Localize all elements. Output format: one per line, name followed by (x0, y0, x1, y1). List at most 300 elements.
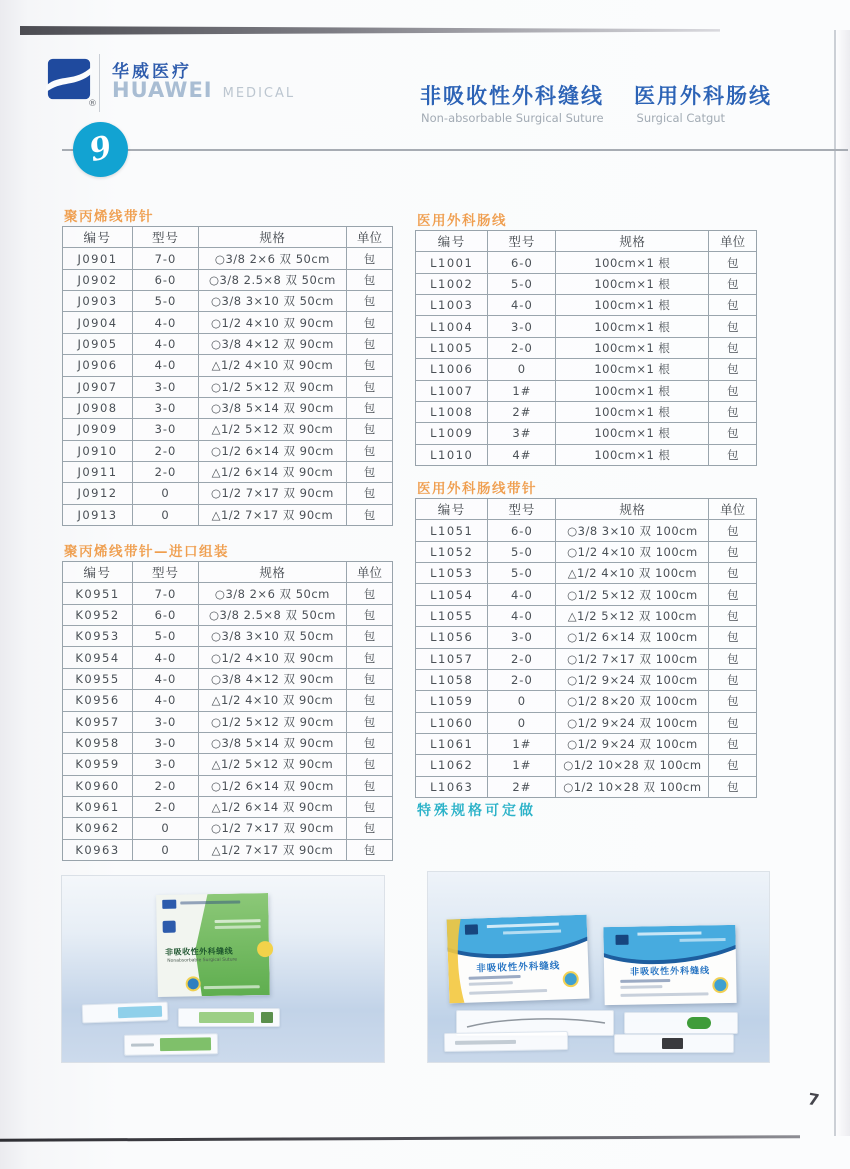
cell-unit: 包 (708, 713, 756, 733)
cell-spec: ○3/8 4×12 双 90cm (198, 669, 346, 689)
cell-spec: △1/2 5×12 双 90cm (198, 419, 346, 439)
cell-code: K0960 (75, 778, 120, 793)
table-row (63, 817, 392, 838)
table-row (63, 247, 392, 268)
cell-unit: 包 (346, 712, 392, 732)
cell-unit: 包 (346, 583, 392, 603)
table-row (416, 358, 756, 379)
table-row (63, 582, 392, 603)
header-divider (99, 54, 100, 112)
column-header: 编号 (83, 230, 112, 246)
box-round-badge-icon (186, 976, 201, 991)
cell-spec: △1/2 6×14 双 90cm (198, 797, 346, 817)
cell-code: L1003 (430, 298, 474, 313)
table-row (416, 519, 756, 540)
cell-model: 4-0 (487, 606, 555, 626)
cell-unit: 包 (708, 520, 756, 540)
cell-model: 4-0 (132, 647, 198, 667)
cell-spec: 100cm×1 根 (555, 359, 708, 379)
table-row (416, 541, 756, 562)
cell-spec: ○1/2 6×14 双 90cm (198, 776, 346, 796)
cell-model: 3-0 (132, 754, 198, 774)
box-label: 非吸收性外科缝线 (165, 946, 234, 957)
cell-model: 2# (487, 777, 555, 797)
cell-code: L1007 (430, 383, 474, 398)
cell-unit: 包 (346, 818, 392, 838)
table-row (63, 604, 392, 625)
cell-unit: 包 (708, 755, 756, 775)
cell-model: 1# (487, 755, 555, 775)
column-header: 单位 (708, 231, 756, 251)
column-header: 规格 (198, 227, 346, 247)
cell-unit: 包 (708, 563, 756, 583)
cell-code: L1005 (430, 340, 474, 355)
table-row (63, 482, 392, 503)
cell-code: L1056 (430, 630, 474, 645)
cell-model: 4-0 (132, 669, 198, 689)
product-box-blue-1 (447, 915, 590, 1004)
cell-unit: 包 (346, 690, 392, 710)
cell-unit: 包 (346, 605, 392, 625)
page-title-right: 医用外科肠线 (634, 84, 772, 108)
cell-unit: 包 (708, 338, 756, 358)
cell-unit: 包 (346, 270, 392, 290)
table-row (63, 461, 392, 482)
page-number: 9 (85, 128, 116, 170)
cell-model: 2-0 (132, 441, 198, 461)
cell-unit: 包 (708, 274, 756, 294)
table-row (416, 583, 756, 604)
product-photo-right (428, 872, 769, 1062)
cell-spec: 100cm×1 根 (555, 402, 708, 422)
table-row (416, 605, 756, 626)
cell-model: 1# (487, 734, 555, 754)
cell-code: K0963 (75, 842, 120, 857)
table-row (63, 689, 392, 710)
cell-unit: 包 (346, 248, 392, 268)
table-row (416, 337, 756, 358)
cell-code: L1051 (430, 523, 474, 538)
table-surgical-catgut (415, 230, 757, 466)
suture-packet (178, 1008, 280, 1027)
table-row (63, 711, 392, 732)
table-row (63, 290, 392, 311)
cell-model: 0 (132, 840, 198, 860)
cell-model: 3-0 (132, 733, 198, 753)
cell-model: 5-0 (487, 274, 555, 294)
cell-code: K0956 (75, 693, 120, 708)
cell-code: K0961 (75, 800, 120, 815)
cell-spec: ○3/8 2×6 双 50cm (198, 583, 346, 603)
table-row (63, 839, 392, 860)
cell-spec: ○1/2 4×10 双 90cm (198, 647, 346, 667)
column-header: 编号 (437, 502, 466, 518)
cell-unit: 包 (346, 776, 392, 796)
table-header-row (63, 227, 392, 247)
cell-code: L1053 (430, 566, 474, 581)
cell-model: 5-0 (132, 291, 198, 311)
cell-spec: ○3/8 5×14 双 90cm (198, 733, 346, 753)
cell-unit: 包 (346, 647, 392, 667)
cell-model: 0 (132, 483, 198, 503)
cell-model: 4# (487, 445, 555, 465)
cell-unit: 包 (346, 626, 392, 646)
cell-unit: 包 (708, 252, 756, 272)
cell-code: K0958 (75, 736, 120, 751)
cell-code: J0912 (77, 486, 118, 501)
suture-packet (444, 1031, 568, 1052)
table-row (416, 690, 756, 711)
cell-code: L1058 (430, 673, 474, 688)
cell-spec: △1/2 6×14 双 90cm (198, 462, 346, 482)
page-title-left: 非吸收性外科缝线 (420, 84, 604, 108)
cell-unit: 包 (708, 381, 756, 401)
cell-code: K0951 (75, 586, 120, 601)
cell-code: L1010 (430, 447, 474, 462)
product-photo-left (62, 876, 384, 1062)
packet-item-green (687, 1017, 712, 1030)
cell-spec: ○3/8 2.5×8 双 50cm (198, 605, 346, 625)
table-row (416, 712, 756, 733)
cell-model: 6-0 (132, 270, 198, 290)
packet-needle (130, 1043, 154, 1047)
cell-spec: ○1/2 5×12 双 90cm (198, 377, 346, 397)
cell-model: 0 (132, 818, 198, 838)
column-header: 型号 (132, 562, 198, 582)
cell-unit: 包 (346, 398, 392, 418)
table-row (63, 354, 392, 375)
cell-model: 5-0 (132, 626, 198, 646)
cell-model: 3-0 (487, 316, 555, 336)
cell-spec: △1/2 4×10 双 90cm (198, 690, 346, 710)
cell-model: 2-0 (487, 670, 555, 690)
table-header-row (416, 499, 756, 519)
cell-spec: ○3/8 4×12 双 90cm (198, 334, 346, 354)
cell-code: J0907 (77, 379, 118, 394)
cell-model: 2# (487, 402, 555, 422)
cell-spec: 100cm×1 根 (555, 252, 708, 272)
cell-code: J0910 (77, 443, 118, 458)
table-row (63, 796, 392, 817)
table-polypropylene-imported (62, 561, 393, 861)
table-row (416, 754, 756, 775)
cell-spec: △1/2 7×17 双 90cm (198, 505, 346, 525)
cell-model: 4-0 (132, 334, 198, 354)
cell-spec: ○1/2 7×17 双 100cm (555, 649, 708, 669)
cell-code: J0904 (77, 315, 118, 330)
table-row (416, 648, 756, 669)
cell-model: 0 (132, 505, 198, 525)
cell-spec: 100cm×1 根 (555, 274, 708, 294)
cell-code: L1062 (430, 758, 474, 773)
table-row (416, 273, 756, 294)
page-title (420, 80, 772, 110)
cell-code: K0952 (75, 607, 120, 622)
table-row (416, 669, 756, 690)
column-header: 单位 (346, 562, 392, 582)
brand-en-suffix: MEDICAL (222, 86, 296, 101)
cell-model: 2-0 (487, 649, 555, 669)
box-logo-icon (163, 921, 176, 933)
cell-model: 4-0 (487, 295, 555, 315)
product-box-blue-2 (603, 925, 736, 1005)
cell-spec: ○1/2 10×28 双 100cm (555, 755, 708, 775)
table-row (63, 504, 392, 525)
cell-unit: 包 (708, 584, 756, 604)
table-header-row (63, 562, 392, 582)
suture-packet (624, 1012, 738, 1034)
cell-model: 3-0 (487, 627, 555, 647)
cell-model: 3-0 (132, 419, 198, 439)
table-row (416, 733, 756, 754)
table-row (63, 625, 392, 646)
table-surgical-catgut-needled (415, 498, 757, 798)
table-row (416, 444, 756, 465)
column-header: 编号 (83, 565, 112, 581)
cell-code: J0911 (77, 465, 118, 480)
table-row (63, 333, 392, 354)
cell-unit: 包 (708, 627, 756, 647)
cell-model: 0 (487, 713, 555, 733)
cell-model: 6-0 (487, 520, 555, 540)
cell-code: J0913 (77, 507, 118, 522)
custom-spec-note: 特殊规格可定做 (417, 803, 536, 819)
cell-code: J0905 (77, 336, 118, 351)
scan-edge-top (20, 26, 720, 35)
huawei-medical-logo-icon (46, 56, 92, 102)
cell-unit: 包 (708, 295, 756, 315)
cell-unit: 包 (346, 840, 392, 860)
cell-spec: ○1/2 6×14 双 90cm (198, 441, 346, 461)
cell-code: L1052 (430, 544, 474, 559)
cell-spec: ○1/2 7×17 双 90cm (198, 818, 346, 838)
cell-code: L1060 (430, 715, 474, 730)
cell-unit: 包 (708, 542, 756, 562)
cell-unit: 包 (708, 734, 756, 754)
table-header-row (416, 231, 756, 251)
cell-code: J0909 (77, 422, 118, 437)
box-yellow-accent (257, 941, 273, 957)
cell-unit: 包 (346, 334, 392, 354)
table-row (63, 269, 392, 290)
cell-unit: 包 (346, 483, 392, 503)
cell-unit: 包 (708, 606, 756, 626)
table-row (63, 753, 392, 774)
box-label: 非吸收性外科缝线 (476, 960, 561, 975)
cell-spec: ○1/2 4×10 双 90cm (198, 312, 346, 332)
brand-name-english (112, 78, 295, 102)
table-row (416, 294, 756, 315)
cell-spec: ○1/2 4×10 双 100cm (555, 542, 708, 562)
cell-unit: 包 (346, 355, 392, 375)
table-row (63, 440, 392, 461)
cell-unit: 包 (708, 649, 756, 669)
cell-unit: 包 (708, 445, 756, 465)
table-row (63, 775, 392, 796)
cell-unit: 包 (346, 505, 392, 525)
cell-spec: ○3/8 3×10 双 50cm (198, 291, 346, 311)
cell-spec: △1/2 5×12 双 90cm (198, 754, 346, 774)
cell-spec: ○1/2 9×24 双 100cm (555, 713, 708, 733)
box-label: 非吸收性外科缝线 (630, 966, 711, 978)
cell-code: L1002 (430, 276, 474, 291)
cell-model: 6-0 (132, 605, 198, 625)
cell-unit: 包 (708, 316, 756, 336)
cell-code: K0962 (75, 821, 120, 836)
cell-model: 4-0 (487, 584, 555, 604)
suture-packet (614, 1034, 734, 1053)
cell-model: 0 (487, 359, 555, 379)
brand-en-main: HUAWEI (112, 78, 213, 102)
brand-name-chinese: 华威医疗 (112, 62, 192, 82)
packet-label-strip (199, 1012, 254, 1023)
cell-spec: ○1/2 8×20 双 100cm (555, 691, 708, 711)
cell-model: 6-0 (487, 252, 555, 272)
scan-edge-bottom (0, 1135, 800, 1141)
cell-spec: 100cm×1 根 (555, 295, 708, 315)
table-row (416, 401, 756, 422)
header-rule (62, 149, 848, 151)
cell-spec: △1/2 4×10 双 90cm (198, 355, 346, 375)
cell-unit: 包 (346, 462, 392, 482)
cell-model: 4-0 (132, 690, 198, 710)
column-header: 型号 (487, 231, 555, 251)
table-row (63, 732, 392, 753)
cell-spec: △1/2 5×12 双 100cm (555, 606, 708, 626)
cell-unit: 包 (346, 441, 392, 461)
cell-code: L1059 (430, 694, 474, 709)
cell-unit: 包 (346, 754, 392, 774)
table-row (416, 776, 756, 797)
scan-artifact-mark: 7 (806, 1089, 821, 1110)
cell-spec: ○3/8 5×14 双 90cm (198, 398, 346, 418)
cell-code: L1054 (430, 587, 474, 602)
section-title-polypropylene-imported: 聚丙烯线带针—进口组装 (64, 544, 229, 560)
cell-model: 3-0 (132, 398, 198, 418)
cell-model: 2-0 (132, 776, 198, 796)
cell-spec: ○3/8 2×6 双 50cm (198, 248, 346, 268)
cell-spec: △1/2 7×17 双 90cm (198, 840, 346, 860)
page-subtitle-left: Non-absorbable Surgical Suture (421, 111, 604, 125)
cell-code: J0906 (77, 358, 118, 373)
cell-unit: 包 (708, 359, 756, 379)
table-polypropylene-suture (62, 226, 393, 526)
cell-code: K0953 (75, 629, 120, 644)
cell-model: 2-0 (132, 462, 198, 482)
box-sublabel: Nonabsorbable Surgical Suture (167, 957, 238, 964)
cell-code: J0903 (77, 294, 118, 309)
cell-spec: ○1/2 5×12 双 100cm (555, 584, 708, 604)
column-header: 型号 (132, 227, 198, 247)
cell-spec: ○1/2 10×28 双 100cm (555, 777, 708, 797)
cell-spec: ○3/8 3×10 双 100cm (555, 520, 708, 540)
cell-unit: 包 (708, 402, 756, 422)
cell-code: L1008 (430, 405, 474, 420)
cell-code: L1063 (430, 779, 474, 794)
table-row (63, 311, 392, 332)
column-header: 单位 (708, 499, 756, 519)
table-row (63, 397, 392, 418)
column-header: 单位 (346, 227, 392, 247)
cell-model: 2-0 (487, 338, 555, 358)
cell-code: J0908 (77, 401, 118, 416)
column-header: 规格 (555, 231, 708, 251)
cell-spec: ○1/2 7×17 双 90cm (198, 483, 346, 503)
cell-unit: 包 (708, 670, 756, 690)
cell-code: K0957 (75, 714, 120, 729)
suture-packet (124, 1033, 218, 1056)
table-row (416, 422, 756, 443)
cell-model: 5-0 (487, 563, 555, 583)
cell-code: L1061 (430, 737, 474, 752)
cell-code: L1004 (430, 319, 474, 334)
packet-label-strip (160, 1038, 212, 1051)
cell-code: L1057 (430, 651, 474, 666)
table-row (63, 668, 392, 689)
table-row (416, 562, 756, 583)
cell-unit: 包 (708, 777, 756, 797)
column-header: 编号 (437, 234, 466, 250)
cell-spec: ○1/2 9×24 双 100cm (555, 670, 708, 690)
page-number-badge (73, 122, 128, 177)
cell-spec: ○1/2 9×24 双 100cm (555, 734, 708, 754)
cell-unit: 包 (346, 733, 392, 753)
box-logo-icon (615, 935, 628, 945)
cell-spec: 100cm×1 根 (555, 423, 708, 443)
cell-unit: 包 (708, 423, 756, 443)
cell-code: J0902 (77, 272, 118, 287)
section-title-catgut: 医用外科肠线 (417, 213, 507, 229)
cell-model: 2-0 (132, 797, 198, 817)
cell-model: 4-0 (132, 355, 198, 375)
scan-edge-right-strip (836, 30, 850, 1136)
registered-trademark-symbol: ® (88, 99, 97, 109)
cell-model: 4-0 (132, 312, 198, 332)
cell-spec: ○1/2 6×14 双 100cm (555, 627, 708, 647)
cell-model: 3-0 (132, 712, 198, 732)
table-row (416, 380, 756, 401)
cell-unit: 包 (346, 669, 392, 689)
cell-model: 7-0 (132, 583, 198, 603)
packet-label-strip (261, 1012, 273, 1023)
cell-model: 1# (487, 381, 555, 401)
cell-unit: 包 (708, 691, 756, 711)
table-row (63, 646, 392, 667)
cell-code: J0901 (77, 251, 118, 266)
cell-spec: 100cm×1 根 (555, 338, 708, 358)
section-title-catgut-needled: 医用外科肠线带针 (417, 481, 537, 497)
cell-spec: ○3/8 2.5×8 双 50cm (198, 270, 346, 290)
page-subtitle-right: Surgical Catgut (636, 111, 726, 125)
packet-label-strip (118, 1006, 162, 1018)
cell-spec: 100cm×1 根 (555, 445, 708, 465)
table-row (63, 418, 392, 439)
cell-code: L1001 (430, 255, 474, 270)
cell-model: 3# (487, 423, 555, 443)
cell-unit: 包 (346, 377, 392, 397)
column-header: 规格 (555, 499, 708, 519)
suture-packet (82, 1002, 169, 1024)
cell-unit: 包 (346, 312, 392, 332)
cell-code: L1055 (430, 608, 474, 623)
cell-spec: △1/2 4×10 双 100cm (555, 563, 708, 583)
packet-item-dark (662, 1038, 683, 1049)
box-logo-icon (162, 900, 176, 909)
packet-needle (455, 1040, 516, 1045)
table-row (416, 251, 756, 272)
cell-unit: 包 (346, 291, 392, 311)
cell-unit: 包 (346, 797, 392, 817)
